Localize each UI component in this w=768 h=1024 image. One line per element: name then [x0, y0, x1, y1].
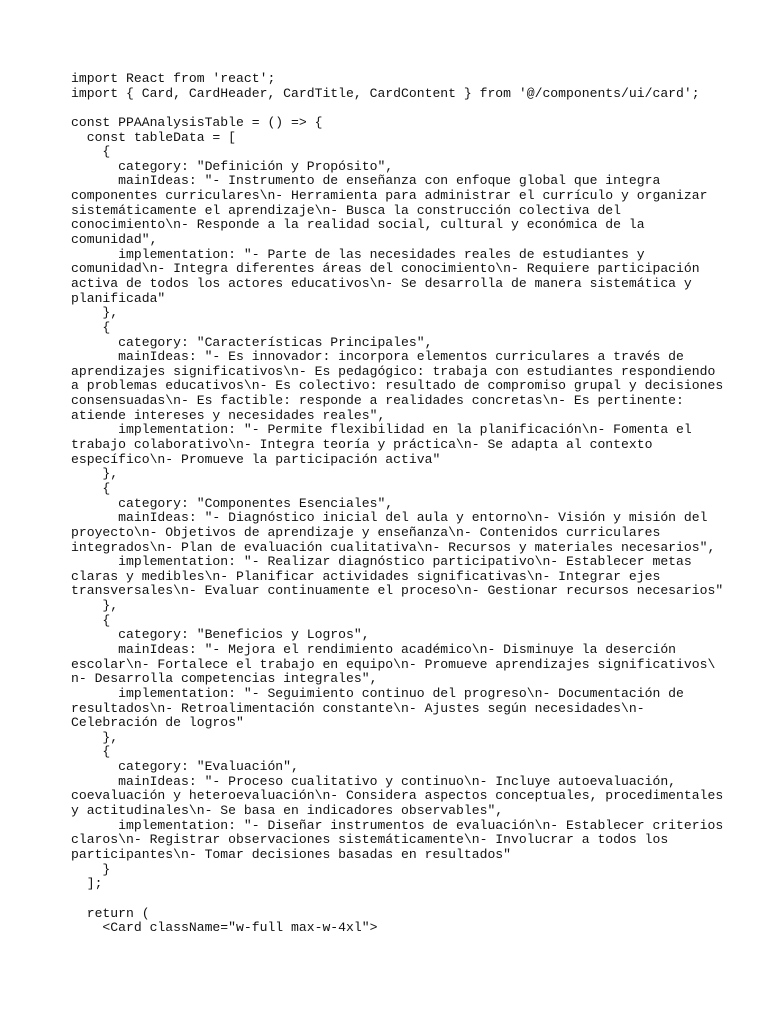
code-line: implementation: "- Seguimiento continuo del progreso\n- Documentación de	[71, 685, 684, 701]
code-line: return (	[71, 905, 150, 921]
code-line: mainIdeas: "- Instrumento de enseñanza con enfoque global que integra	[71, 173, 661, 189]
code-line: atiende intereses y necesidades reales",	[71, 407, 386, 423]
code-line: implementation: "- Realizar diagnóstico participativo\n- Establecer metas	[71, 554, 692, 570]
code-line: mainIdeas: "- Diagnóstico inicial del aula y entorno\n- Visión y misión del	[71, 510, 708, 526]
code-line: coevaluación y heteroevaluación\n- Considera aspectos conceptuales, procedimentales	[71, 788, 724, 804]
code-line: },	[71, 305, 119, 321]
code-line: trabajo colaborativo\n- Integra teoría y práctica\n- Se adapta al contexto	[71, 437, 653, 453]
code-line: {	[71, 744, 111, 760]
code-line: activa de todos los actores educativos\n- Se desarrolla de manera sistemática y	[71, 275, 692, 291]
code-line: },	[71, 729, 119, 745]
code-line: category: "Componentes Esenciales",	[71, 495, 394, 511]
code-line: resultados\n- Retroalimentación constante\n- Ajustes según necesidades\n-	[71, 700, 645, 716]
code-line: componentes curriculares\n- Herramienta para administrar el currículo y organizar	[71, 188, 708, 204]
code-line: a problemas educativos\n- Es colectivo: resultado de compromiso grupal y decisiones	[71, 378, 724, 394]
code-line: transversales\n- Evaluar continuamente el proceso\n- Gestionar recursos necesarios"	[71, 583, 724, 599]
code-line: implementation: "- Permite flexibilidad en la planificación\n- Fomenta el	[71, 422, 692, 438]
code-line: escolar\n- Fortalece el trabajo en equipo\n- Promueve aprendizajes significativos\	[71, 656, 716, 672]
code-line: import React from 'react';	[71, 71, 276, 86]
code-line: const tableData = [	[71, 129, 237, 145]
code-line: category: "Definición y Propósito",	[71, 158, 394, 174]
code-line: {	[71, 144, 111, 160]
code-line: n- Desarrolla competencias integrales",	[71, 671, 378, 687]
code-line: category: "Características Principales",	[71, 334, 433, 350]
code-line: import { Card, CardHeader, CardTitle, CardContent } from '@/components/ui/card';	[71, 85, 700, 101]
code-line: comunidad",	[71, 232, 158, 248]
code-line: aprendizajes significativos\n- Es pedagógico: trabaja con estudiantes respondiendo	[71, 363, 716, 379]
code-line: claras y medibles\n- Planificar actividades significativas\n- Integrar ejes	[71, 568, 661, 584]
code-line: claros\n- Registrar observaciones sistemáticamente\n- Involucrar a todos los	[71, 832, 669, 848]
code-page	[71, 71, 724, 936]
code-line	[71, 101, 711, 116]
code-line: }	[71, 861, 111, 877]
code-line: {	[71, 480, 111, 496]
code-line: <Card className="w-full max-w-4xl">	[71, 920, 378, 936]
code-line: implementation: "- Diseñar instrumentos de evaluación\n- Establecer criterios	[71, 817, 724, 833]
code-line: implementation: "- Parte de las necesidades reales de estudiantes y	[71, 246, 645, 262]
code-line: comunidad\n- Integra diferentes áreas del conocimiento\n- Requiere participación	[71, 261, 700, 277]
code-line: específico\n- Promueve la participación activa"	[71, 451, 441, 467]
code-line: consensuadas\n- Es factible: responde a realidades concretas\n- Es pertinente:	[71, 393, 684, 409]
code-line: },	[71, 466, 119, 482]
code-line: },	[71, 598, 119, 614]
code-line	[71, 892, 711, 907]
code-line: const PPAAnalysisTable = () => {	[71, 114, 323, 130]
code-line: proyecto\n- Objetivos de aprendizaje y enseñanza\n- Contenidos curriculares	[71, 524, 661, 540]
code-line: planificada"	[71, 290, 166, 306]
code-line: sistemáticamente el aprendizaje\n- Busca la construcción colectiva del	[71, 202, 622, 218]
code-line: mainIdeas: "- Es innovador: incorpora elementos curriculares a través de	[71, 349, 684, 365]
code-line: y actitudinales\n- Se basa en indicadores observables",	[71, 803, 504, 819]
code-line: Celebración de logros"	[71, 715, 244, 731]
code-line: conocimiento\n- Responde a la realidad social, cultural y económica de la	[71, 217, 645, 233]
code-line: integrados\n- Plan de evaluación cualitativa\n- Recursos y materiales necesarios",	[71, 539, 716, 555]
code-line: mainIdeas: "- Mejora el rendimiento académico\n- Disminuye la deserción	[71, 641, 677, 657]
code-line: {	[71, 612, 111, 628]
code-line: {	[71, 319, 111, 335]
code-line: mainIdeas: "- Proceso cualitativo y continuo\n- Incluye autoevaluación,	[71, 773, 677, 789]
code-line: ];	[71, 876, 103, 892]
code-line: category: "Evaluación",	[71, 759, 299, 775]
code-line: category: "Beneficios y Logros",	[71, 627, 370, 643]
code-line: participantes\n- Tomar decisiones basadas en resultados"	[71, 846, 512, 862]
